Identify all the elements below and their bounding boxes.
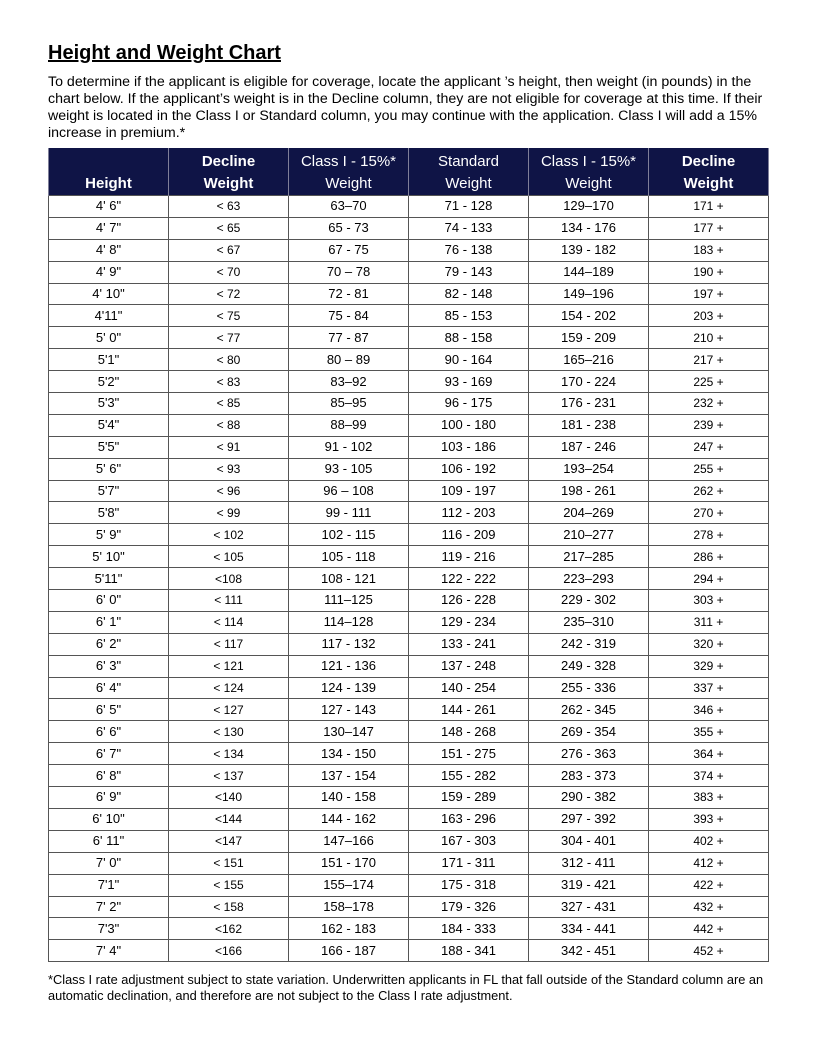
class1-low-cell: 114–128: [289, 611, 409, 633]
class1-high-cell: 255 - 336: [529, 677, 649, 699]
decline-low-cell: < 72: [169, 283, 289, 305]
intro-paragraph: To determine if the applicant is eligible for coverage, locate the applicant ’s height, then weight (in pounds) in the chart below. If the applicant’s weight is in the Decline column, they are not eligible for coverage at this time. If their weight is located in the Class I or Standard column, you may continue with the application. Class I will add a 15% increase in premium.*: [48, 74, 763, 141]
height-cell: 4' 6": [49, 196, 169, 218]
decline-high-cell: 239 +: [649, 414, 769, 436]
table-row: [49, 611, 769, 633]
class1-low-cell: 65 - 73: [289, 217, 409, 239]
standard-cell: 137 - 248: [409, 655, 529, 677]
table-row: [49, 808, 769, 830]
height-cell: 6' 5": [49, 699, 169, 721]
class1-low-cell: 108 - 121: [289, 568, 409, 590]
decline-low-cell: < 80: [169, 349, 289, 371]
height-cell: 5'8": [49, 502, 169, 524]
class1-low-cell: 127 - 143: [289, 699, 409, 721]
header-decline-high-top: Decline: [681, 153, 736, 170]
height-cell: 5'5": [49, 436, 169, 458]
standard-cell: 103 - 186: [409, 436, 529, 458]
header-standard-top: Standard: [438, 153, 499, 170]
decline-high-cell: 422 +: [649, 874, 769, 896]
class1-low-cell: 85–95: [289, 393, 409, 415]
table-row: [49, 765, 769, 787]
decline-low-cell: <166: [169, 940, 289, 962]
decline-high-cell: 232 +: [649, 393, 769, 415]
table-row: [49, 371, 769, 393]
class1-low-cell: 134 - 150: [289, 743, 409, 765]
header-decline-high: [649, 148, 769, 196]
height-cell: 7' 0": [49, 852, 169, 874]
decline-high-cell: 197 +: [649, 283, 769, 305]
class1-high-cell: 165–216: [529, 349, 649, 371]
class1-low-cell: 80 – 89: [289, 349, 409, 371]
decline-low-cell: < 85: [169, 393, 289, 415]
height-cell: 5'3": [49, 393, 169, 415]
table-row: [49, 305, 769, 327]
class1-low-cell: 99 - 111: [289, 502, 409, 524]
table-row: [49, 546, 769, 568]
table-row: [49, 830, 769, 852]
class1-low-cell: 75 - 84: [289, 305, 409, 327]
standard-cell: 184 - 333: [409, 918, 529, 940]
class1-high-cell: 154 - 202: [529, 305, 649, 327]
class1-low-cell: 67 - 75: [289, 239, 409, 261]
class1-low-cell: 83–92: [289, 371, 409, 393]
decline-low-cell: < 130: [169, 721, 289, 743]
class1-low-cell: 130–147: [289, 721, 409, 743]
height-cell: 6' 0": [49, 590, 169, 612]
standard-cell: 133 - 241: [409, 633, 529, 655]
decline-low-cell: < 70: [169, 261, 289, 283]
decline-high-cell: 320 +: [649, 633, 769, 655]
decline-high-cell: 278 +: [649, 524, 769, 546]
height-weight-table: [48, 148, 769, 962]
table-row: [49, 458, 769, 480]
standard-cell: 71 - 128: [409, 196, 529, 218]
decline-low-cell: < 91: [169, 436, 289, 458]
page-title: Height and Weight Chart: [48, 42, 281, 64]
standard-cell: 126 - 228: [409, 590, 529, 612]
decline-high-cell: 393 +: [649, 808, 769, 830]
decline-low-cell: < 96: [169, 480, 289, 502]
table-row: [49, 743, 769, 765]
table-row: [49, 261, 769, 283]
height-cell: 7'1": [49, 874, 169, 896]
decline-low-cell: < 63: [169, 196, 289, 218]
standard-cell: 155 - 282: [409, 765, 529, 787]
class1-high-cell: 297 - 392: [529, 808, 649, 830]
class1-high-cell: 249 - 328: [529, 655, 649, 677]
height-cell: 6' 2": [49, 633, 169, 655]
class1-high-cell: 269 - 354: [529, 721, 649, 743]
standard-cell: 171 - 311: [409, 852, 529, 874]
class1-low-cell: 88–99: [289, 414, 409, 436]
class1-low-cell: 96 – 108: [289, 480, 409, 502]
header-class1-low-top: Class I - 15%*: [300, 153, 397, 170]
standard-cell: 82 - 148: [409, 283, 529, 305]
table-row: [49, 940, 769, 962]
header-decline-low: [169, 148, 289, 196]
decline-high-cell: 303 +: [649, 590, 769, 612]
height-cell: 7' 4": [49, 940, 169, 962]
class1-high-cell: 134 - 176: [529, 217, 649, 239]
height-cell: 6' 11": [49, 830, 169, 852]
header-class1-low-bottom: Weight: [325, 175, 372, 192]
standard-cell: 106 - 192: [409, 458, 529, 480]
standard-cell: 119 - 216: [409, 546, 529, 568]
class1-low-cell: 158–178: [289, 896, 409, 918]
decline-high-cell: 217 +: [649, 349, 769, 371]
decline-high-cell: 225 +: [649, 371, 769, 393]
decline-high-cell: 262 +: [649, 480, 769, 502]
class1-low-cell: 105 - 118: [289, 546, 409, 568]
standard-cell: 144 - 261: [409, 699, 529, 721]
class1-high-cell: 334 - 441: [529, 918, 649, 940]
height-cell: 5'1": [49, 349, 169, 371]
decline-low-cell: < 102: [169, 524, 289, 546]
footnote: *Class I rate adjustment subject to state variation. Underwritten applicants in FL that fall outside of the Standard column are an automatic declination, and therefore are not subject to the Class I rate adjustment.: [48, 972, 764, 1004]
class1-low-cell: 162 - 183: [289, 918, 409, 940]
decline-high-cell: 294 +: [649, 568, 769, 590]
class1-low-cell: 140 - 158: [289, 787, 409, 809]
decline-low-cell: < 67: [169, 239, 289, 261]
table-row: [49, 327, 769, 349]
decline-low-cell: < 77: [169, 327, 289, 349]
standard-cell: 163 - 296: [409, 808, 529, 830]
decline-high-cell: 210 +: [649, 327, 769, 349]
table-row: [49, 414, 769, 436]
decline-low-cell: < 93: [169, 458, 289, 480]
table-row: [49, 349, 769, 371]
standard-cell: 140 - 254: [409, 677, 529, 699]
decline-high-cell: 329 +: [649, 655, 769, 677]
decline-low-cell: < 151: [169, 852, 289, 874]
height-cell: 5' 9": [49, 524, 169, 546]
decline-high-cell: 190 +: [649, 261, 769, 283]
class1-high-cell: 283 - 373: [529, 765, 649, 787]
height-cell: 5' 0": [49, 327, 169, 349]
class1-high-cell: 217–285: [529, 546, 649, 568]
standard-cell: 79 - 143: [409, 261, 529, 283]
class1-high-cell: 149–196: [529, 283, 649, 305]
decline-low-cell: <144: [169, 808, 289, 830]
class1-high-cell: 159 - 209: [529, 327, 649, 349]
class1-low-cell: 93 - 105: [289, 458, 409, 480]
decline-low-cell: < 117: [169, 633, 289, 655]
height-cell: 4' 10": [49, 283, 169, 305]
standard-cell: 179 - 326: [409, 896, 529, 918]
class1-high-cell: 198 - 261: [529, 480, 649, 502]
height-cell: 6' 10": [49, 808, 169, 830]
decline-high-cell: 452 +: [649, 940, 769, 962]
header-height-label: Height: [85, 175, 132, 192]
class1-high-cell: 181 - 238: [529, 414, 649, 436]
decline-high-cell: 346 +: [649, 699, 769, 721]
standard-cell: 159 - 289: [409, 787, 529, 809]
table-row: [49, 590, 769, 612]
decline-low-cell: < 88: [169, 414, 289, 436]
decline-low-cell: <140: [169, 787, 289, 809]
decline-high-cell: 255 +: [649, 458, 769, 480]
class1-high-cell: 262 - 345: [529, 699, 649, 721]
class1-high-cell: 304 - 401: [529, 830, 649, 852]
decline-low-cell: < 105: [169, 546, 289, 568]
class1-low-cell: 155–174: [289, 874, 409, 896]
decline-low-cell: < 124: [169, 677, 289, 699]
class1-high-cell: 319 - 421: [529, 874, 649, 896]
table-row: [49, 196, 769, 218]
standard-cell: 109 - 197: [409, 480, 529, 502]
standard-cell: 74 - 133: [409, 217, 529, 239]
decline-low-cell: <162: [169, 918, 289, 940]
table-row: [49, 787, 769, 809]
decline-high-cell: 171 +: [649, 196, 769, 218]
height-cell: 5'7": [49, 480, 169, 502]
height-cell: 5'11": [49, 568, 169, 590]
height-cell: 4' 8": [49, 239, 169, 261]
table-row: [49, 655, 769, 677]
decline-high-cell: 432 +: [649, 896, 769, 918]
class1-high-cell: 170 - 224: [529, 371, 649, 393]
table-row: [49, 918, 769, 940]
height-cell: 7' 2": [49, 896, 169, 918]
standard-cell: 129 - 234: [409, 611, 529, 633]
decline-low-cell: < 134: [169, 743, 289, 765]
standard-cell: 175 - 318: [409, 874, 529, 896]
decline-high-cell: 402 +: [649, 830, 769, 852]
table-row: [49, 393, 769, 415]
class1-low-cell: 117 - 132: [289, 633, 409, 655]
decline-high-cell: 442 +: [649, 918, 769, 940]
decline-low-cell: < 127: [169, 699, 289, 721]
header-decline-low-bottom: Weight: [203, 175, 254, 192]
height-cell: 5' 10": [49, 546, 169, 568]
class1-low-cell: 111–125: [289, 590, 409, 612]
class1-low-cell: 102 - 115: [289, 524, 409, 546]
table-row: [49, 502, 769, 524]
standard-cell: 85 - 153: [409, 305, 529, 327]
class1-high-cell: 187 - 246: [529, 436, 649, 458]
class1-high-cell: 229 - 302: [529, 590, 649, 612]
decline-high-cell: 355 +: [649, 721, 769, 743]
class1-low-cell: 144 - 162: [289, 808, 409, 830]
class1-low-cell: 151 - 170: [289, 852, 409, 874]
standard-cell: 112 - 203: [409, 502, 529, 524]
header-decline-high-bottom: Weight: [683, 175, 734, 192]
table-body: [49, 196, 769, 962]
decline-high-cell: 203 +: [649, 305, 769, 327]
decline-low-cell: <108: [169, 568, 289, 590]
class1-high-cell: 144–189: [529, 261, 649, 283]
class1-low-cell: 121 - 136: [289, 655, 409, 677]
height-cell: 4' 7": [49, 217, 169, 239]
standard-cell: 96 - 175: [409, 393, 529, 415]
decline-low-cell: < 83: [169, 371, 289, 393]
decline-low-cell: < 114: [169, 611, 289, 633]
decline-high-cell: 286 +: [649, 546, 769, 568]
height-cell: 6' 8": [49, 765, 169, 787]
table-row: [49, 633, 769, 655]
standard-cell: 116 - 209: [409, 524, 529, 546]
table-row: [49, 677, 769, 699]
standard-cell: 188 - 341: [409, 940, 529, 962]
decline-high-cell: 383 +: [649, 787, 769, 809]
standard-cell: 88 - 158: [409, 327, 529, 349]
class1-high-cell: 210–277: [529, 524, 649, 546]
standard-cell: 151 - 275: [409, 743, 529, 765]
class1-low-cell: 137 - 154: [289, 765, 409, 787]
class1-high-cell: 276 - 363: [529, 743, 649, 765]
class1-high-cell: 312 - 411: [529, 852, 649, 874]
height-cell: 4' 9": [49, 261, 169, 283]
table-row: [49, 874, 769, 896]
class1-low-cell: 77 - 87: [289, 327, 409, 349]
decline-low-cell: < 121: [169, 655, 289, 677]
class1-high-cell: 290 - 382: [529, 787, 649, 809]
header-class1-high-bottom: Weight: [565, 175, 612, 192]
header-decline-low-top: Decline: [201, 153, 256, 170]
height-cell: 6' 9": [49, 787, 169, 809]
class1-high-cell: 204–269: [529, 502, 649, 524]
header-class1-high-top: Class I - 15%*: [540, 153, 637, 170]
decline-low-cell: < 65: [169, 217, 289, 239]
decline-high-cell: 183 +: [649, 239, 769, 261]
class1-high-cell: 139 - 182: [529, 239, 649, 261]
standard-cell: 167 - 303: [409, 830, 529, 852]
decline-low-cell: < 155: [169, 874, 289, 896]
decline-low-cell: < 75: [169, 305, 289, 327]
header-height: [49, 148, 169, 196]
table-row: [49, 568, 769, 590]
class1-low-cell: 70 – 78: [289, 261, 409, 283]
height-cell: 5'2": [49, 371, 169, 393]
standard-cell: 122 - 222: [409, 568, 529, 590]
table-row: [49, 699, 769, 721]
class1-high-cell: 327 - 431: [529, 896, 649, 918]
table-row: [49, 239, 769, 261]
class1-low-cell: 124 - 139: [289, 677, 409, 699]
decline-low-cell: < 158: [169, 896, 289, 918]
decline-high-cell: 412 +: [649, 852, 769, 874]
decline-high-cell: 337 +: [649, 677, 769, 699]
height-cell: 6' 1": [49, 611, 169, 633]
decline-high-cell: 270 +: [649, 502, 769, 524]
table-row: [49, 721, 769, 743]
decline-low-cell: < 99: [169, 502, 289, 524]
height-cell: 6' 3": [49, 655, 169, 677]
decline-low-cell: < 111: [169, 590, 289, 612]
table-row: [49, 852, 769, 874]
header-class1-low: [289, 148, 409, 196]
standard-cell: 90 - 164: [409, 349, 529, 371]
class1-low-cell: 166 - 187: [289, 940, 409, 962]
table-row: [49, 436, 769, 458]
decline-high-cell: 374 +: [649, 765, 769, 787]
class1-low-cell: 91 - 102: [289, 436, 409, 458]
table-row: [49, 896, 769, 918]
class1-high-cell: 129–170: [529, 196, 649, 218]
header-row: [49, 148, 769, 196]
class1-high-cell: 242 - 319: [529, 633, 649, 655]
decline-low-cell: <147: [169, 830, 289, 852]
decline-high-cell: 177 +: [649, 217, 769, 239]
standard-cell: 148 - 268: [409, 721, 529, 743]
height-cell: 7'3": [49, 918, 169, 940]
standard-cell: 93 - 169: [409, 371, 529, 393]
standard-cell: 100 - 180: [409, 414, 529, 436]
table-row: [49, 480, 769, 502]
class1-high-cell: 193–254: [529, 458, 649, 480]
decline-low-cell: < 137: [169, 765, 289, 787]
table-row: [49, 217, 769, 239]
decline-high-cell: 311 +: [649, 611, 769, 633]
height-cell: 6' 4": [49, 677, 169, 699]
decline-high-cell: 247 +: [649, 436, 769, 458]
standard-cell: 76 - 138: [409, 239, 529, 261]
class1-high-cell: 342 - 451: [529, 940, 649, 962]
class1-high-cell: 223–293: [529, 568, 649, 590]
height-cell: 4'11": [49, 305, 169, 327]
class1-low-cell: 147–166: [289, 830, 409, 852]
decline-high-cell: 364 +: [649, 743, 769, 765]
class1-high-cell: 176 - 231: [529, 393, 649, 415]
class1-low-cell: 72 - 81: [289, 283, 409, 305]
height-cell: 5'4": [49, 414, 169, 436]
table-header: [49, 148, 769, 196]
height-cell: 5' 6": [49, 458, 169, 480]
header-standard-bottom: Weight: [445, 175, 492, 192]
header-class1-high: [529, 148, 649, 196]
header-standard: [409, 148, 529, 196]
height-cell: 6' 7": [49, 743, 169, 765]
document-page: [48, 40, 770, 1017]
table-row: [49, 524, 769, 546]
height-cell: 6' 6": [49, 721, 169, 743]
class1-high-cell: 235–310: [529, 611, 649, 633]
table-row: [49, 283, 769, 305]
class1-low-cell: 63–70: [289, 196, 409, 218]
